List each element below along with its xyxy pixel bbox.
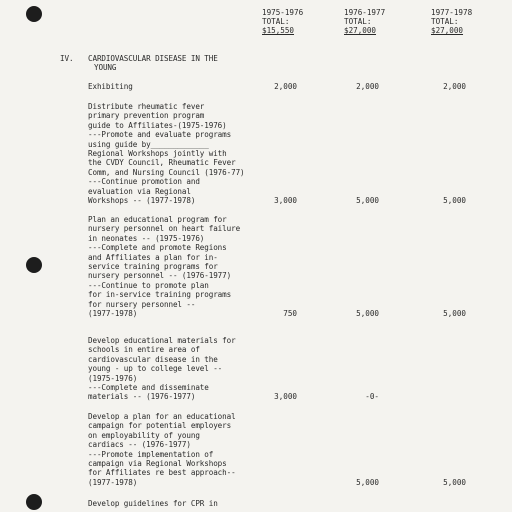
item-description-line: nursery personnel on heart failure	[88, 224, 241, 234]
column-total-label: TOTAL:	[344, 17, 372, 26]
item-description-line: for nursery personnel --	[88, 299, 196, 309]
item-amount-2: 5,000	[356, 196, 379, 205]
item-description-line: the CVDY Council, Rheumatic Fever	[88, 158, 236, 168]
item-description-line: primary prevention program	[88, 111, 205, 121]
item-description-line: evaluation via Regional	[88, 186, 191, 196]
item-amount-1: 2,000	[274, 82, 297, 91]
item-description-line: on employability of young	[88, 430, 200, 440]
item-amount-2: 5,000	[356, 309, 379, 318]
column-year: 1977-1978	[431, 8, 473, 17]
item-description-line: young - up to college level --	[88, 364, 223, 374]
item-description-line: ---Complete and disseminate	[88, 383, 209, 392]
item-amount-3: 5,000	[443, 477, 466, 487]
column-year: 1975-1976	[262, 8, 304, 17]
item-description-line: using guide by_____________	[88, 139, 209, 149]
column-year: 1976-1977	[344, 8, 386, 17]
item-description-line: Develop educational materials for	[88, 336, 236, 345]
item-description-line: (1977-1978)	[88, 477, 138, 487]
column-total-label: TOTAL:	[431, 17, 459, 26]
item-description-line: ---Promote implementation of	[88, 449, 214, 459]
binder-hole-bottom	[26, 494, 42, 510]
item-amount-1: 3,000	[274, 392, 297, 402]
item-description-line: ---Continue promotion and	[88, 177, 200, 187]
item-description-line: nursery personnel -- (1976-1977)	[88, 271, 232, 281]
item-description-line: Exhibiting	[88, 82, 133, 91]
item-description-line: ---Continue to promote plan	[88, 280, 209, 290]
item-description-line: and Affiliates a plan for in-	[88, 252, 218, 262]
item-description-line: service training programs for	[88, 262, 218, 271]
item-amount-3: 5,000	[443, 196, 466, 205]
item-description-line: Develop guidelines for CPR in	[88, 499, 218, 508]
item-description-line: campaign via Regional Workshops	[88, 459, 227, 468]
item-amount-2: -0-	[365, 392, 379, 402]
item-description-line: cardiacs -- (1976-1977)	[88, 440, 191, 450]
section-number: IV.	[60, 54, 74, 63]
column-total: $27,000	[431, 26, 464, 35]
column-total: $27,000	[344, 26, 377, 35]
item-description-line: Distribute rheumatic fever	[88, 102, 205, 111]
item-description-line: schools in entire area of	[88, 345, 200, 355]
item-description-line: guide to Affiliates-(1975-1976)	[88, 120, 227, 130]
item-amount-3: 5,000	[443, 309, 466, 318]
item-description-line: in neonates -- (1975-1976)	[88, 233, 205, 243]
binder-hole-top	[26, 6, 42, 22]
item-description-line: campaign for potential employers	[88, 421, 232, 431]
item-description-line: Workshops -- (1977-1978)	[88, 196, 196, 205]
item-description-line: Regional Workshops jointly with	[88, 149, 227, 158]
item-description-line: Plan an educational program for	[88, 215, 227, 224]
item-description-line: materials -- (1976-1977)	[88, 392, 196, 402]
item-description-line: Develop a plan for an educational	[88, 412, 236, 421]
item-description-line: (1975-1976)	[88, 373, 138, 383]
item-description-line: (1977-1978)	[88, 309, 138, 318]
item-description-line: ---Complete and promote Regions	[88, 243, 227, 253]
item-amount-1: 750	[283, 309, 297, 318]
section-title: CARDIOVASCULAR DISEASE IN THE	[88, 54, 218, 63]
item-description-line: Comm, and Nursing Council (1976-77)	[88, 167, 245, 177]
item-amount-3: 2,000	[443, 82, 466, 91]
item-description-line: ---Promote and evaluate programs	[88, 130, 232, 140]
column-total: $15,550	[262, 26, 295, 35]
item-description-line: cardiovascular disease in the	[88, 354, 218, 364]
item-amount-2: 2,000	[356, 82, 379, 91]
item-description-line: for in-service training programs	[88, 290, 232, 300]
column-total-label: TOTAL:	[262, 17, 290, 26]
section-title-continued: YOUNG	[94, 63, 117, 72]
item-amount-2: 5,000	[356, 477, 379, 487]
item-description-line: for Affiliates re best approach--	[88, 468, 236, 478]
item-amount-1: 3,000	[274, 196, 297, 205]
binder-hole-middle	[26, 257, 42, 273]
